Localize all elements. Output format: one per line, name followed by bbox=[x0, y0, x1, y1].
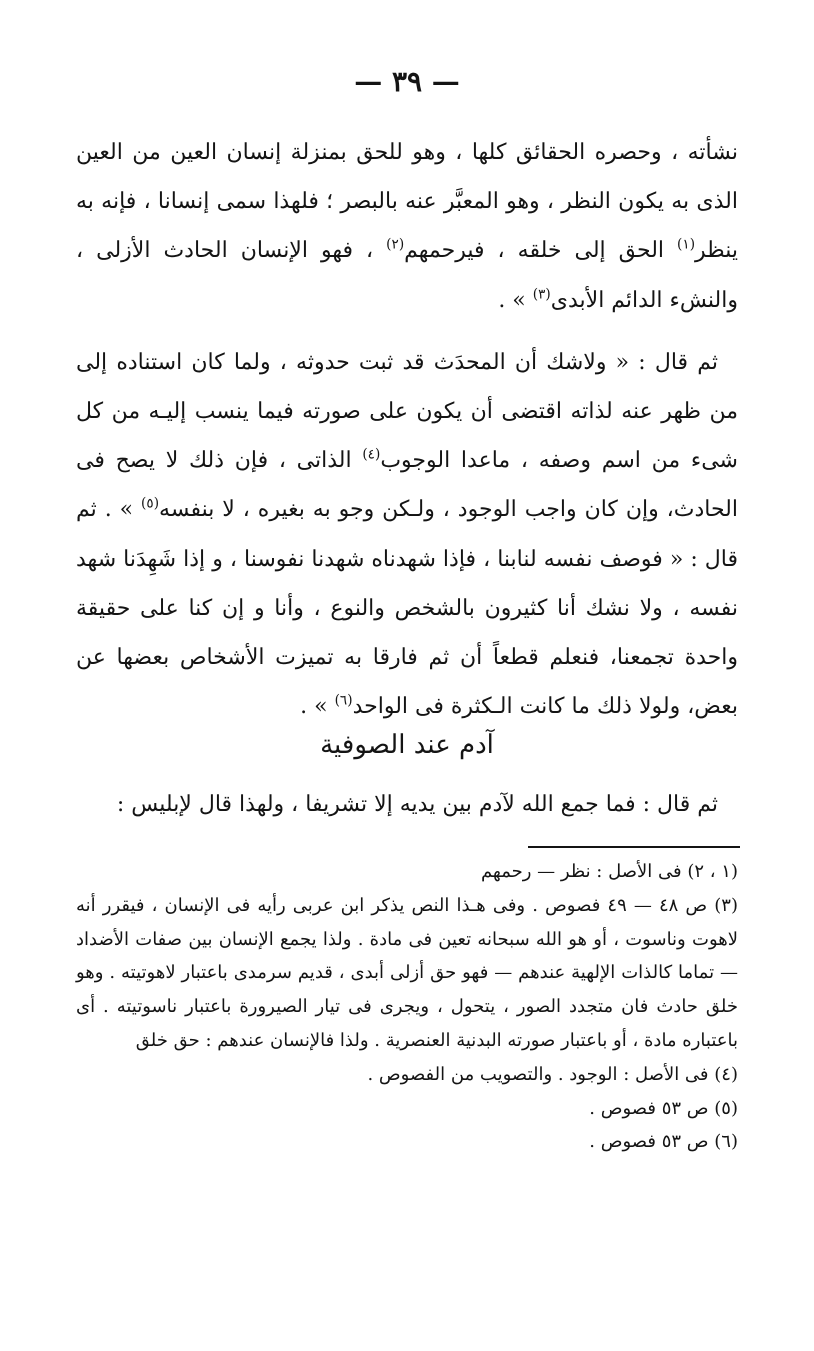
footnote-ref-4: (٤) bbox=[362, 446, 381, 463]
section-first-line: ثم قال : فما جمع الله لآدم بين يديه إلا تشريفا ، ولهذا قال لإبليس : bbox=[116, 792, 718, 817]
paragraph-text: الحق إلى خلقه ، فيرحمهم bbox=[404, 238, 678, 264]
paragraph-1 bbox=[76, 128, 738, 325]
footnote-3: (٣) ص ٤٨ — ٤٩ فصوص . وفى هـذا النص يذكر ابن عربى رأيه فى الإنسان ، فيقرر أنه لاهوت وناسوت ، أو هو الله سبحانه تعين فى مادة . ولذا يجمع الإنسان بين صفات الأضداد — تماما كالذات الإلهية عندهم — فهو حق أزلى أبدى ، قديم سرمدى باعتبار لاهوتيته . وهو خلق حادث فان متجدد الصور ، يتحول ، ويجرى فى تيار الصيرورة باعتبار ناسوتيته . أى باعتباره مادة ، أو باعتبار صورته البدنية العنصرية . ولذا فالإنسان عندهم : حق خلق bbox=[76, 894, 738, 1051]
paragraph-text: » . bbox=[498, 287, 533, 313]
paragraph-text: ، فهو الإنسان الحادث الأزلى ، والنشء الدائم الأبدى bbox=[76, 238, 738, 313]
section-heading: آدم عند الصوفية bbox=[320, 730, 494, 760]
paragraph-text: نشأته ، وحصره الحقائق كلها ، وهو للحق بمنزلة إنسان العين من العين الذى به يكون النظر ، وهو المعبَّر عنه بالبصر ؛ فلهذا سمى إنسانا ، فإنه به ينظر bbox=[76, 140, 738, 264]
footnote-ref-6: (٦) bbox=[334, 692, 353, 709]
footnote-5: (٥) ص ٥٣ فصوص . bbox=[589, 1097, 738, 1119]
footnote-ref-2: (٢) bbox=[386, 237, 405, 254]
paragraph-text: » . bbox=[300, 694, 335, 720]
page-number: — ٣٩ — bbox=[354, 65, 460, 98]
paragraph-2 bbox=[76, 338, 738, 732]
footnote-divider bbox=[528, 846, 740, 848]
footnote-ref-1: (١) bbox=[677, 237, 696, 254]
footnote-6: (٦) ص ٥٣ فصوص . bbox=[589, 1131, 738, 1153]
paragraph-text: » . ثم قال : « فوصف نفسه لنابنا ، فإذا شهدناه شهدنا نفوسنا ، و إذا شَهِدَنا شهد نفسه ، ولا نشك أنا كثيرون بالشخص والنوع ، وأنا و إن كنا على حقيقة واحدة تجمعنا، فنعلم قطعاً أن ثم فارقا به تميزت الأشخاص بعضها عن بعض، ولولا ذلك ما كانت الـكثرة فى الواحد bbox=[76, 497, 738, 720]
paragraph-text: الذاتى ، فإن ذلك لا يصح فى الحادث، وإن كان واجب الوجود ، ولـكن وجو به بغيره ، لا بنفسه bbox=[76, 448, 738, 523]
paragraph-text: ثم قال : « ولاشك أن المحدَث قد ثبت حدوثه ، ولما كان استناده إلى من ظهر عنه لذاته اقتضى أن يكون على صورته فيما ينسب إليـه من كل شىء من اسم وصفه ، ماعدا الوجوب bbox=[76, 349, 738, 474]
footnote-ref-3: (٣) bbox=[532, 286, 551, 303]
main-text bbox=[76, 128, 738, 731]
footnote-4: (٤) فى الأصل : الوجود . والتصويب من الفصوص . bbox=[367, 1063, 738, 1085]
footnotes bbox=[76, 855, 738, 1159]
footnote-ref-5: (٥) bbox=[141, 496, 160, 513]
footnote-1-2: (١ ، ٢) فى الأصل : نظر — رحمهم bbox=[480, 861, 738, 882]
